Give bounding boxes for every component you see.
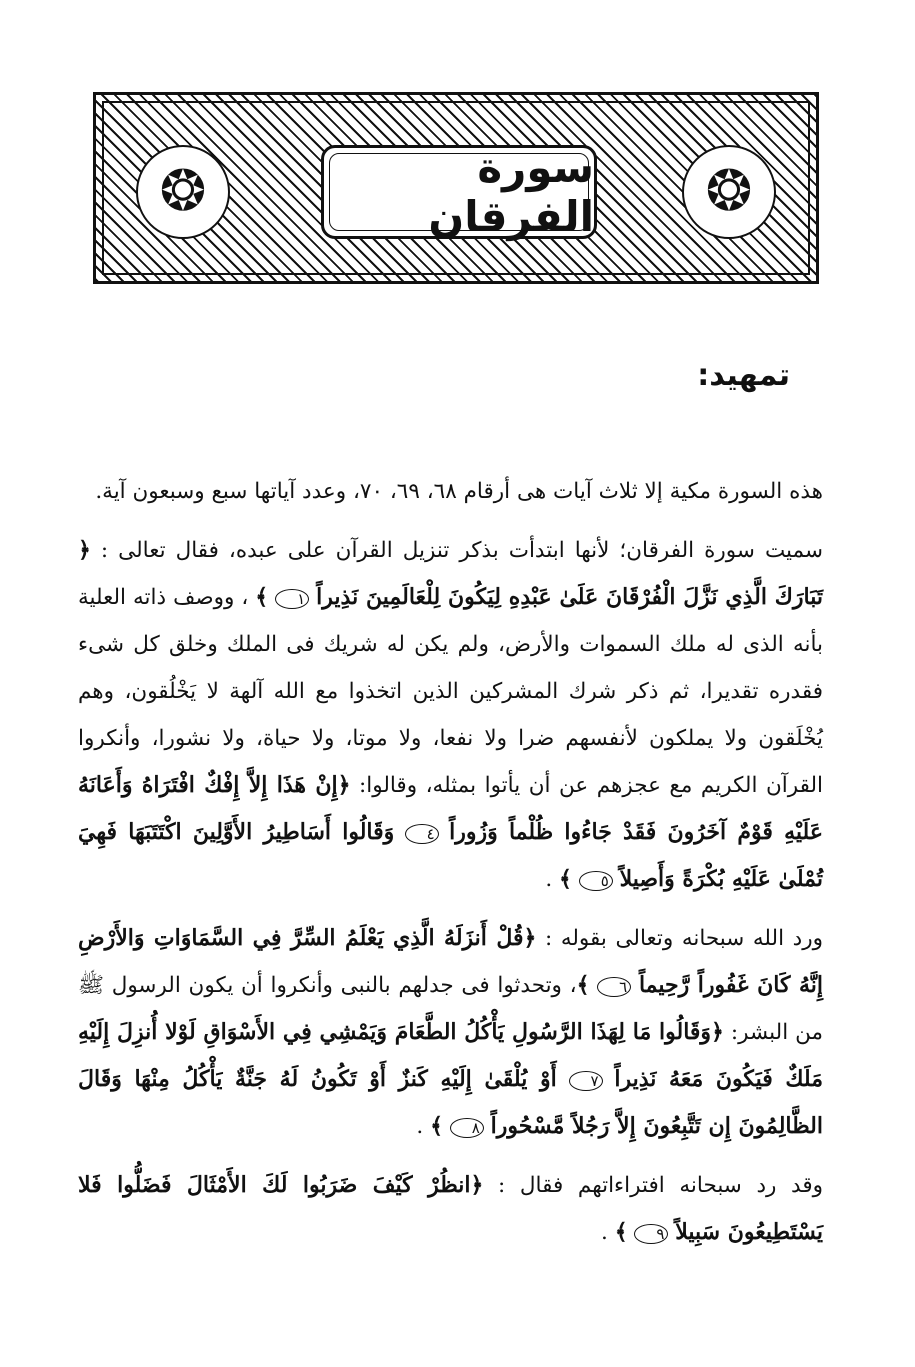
- paragraph-text: هذه السورة مكية إلا ثلاث آيات هى أرقام ٦٨، ٦٩، ٧٠، وعدد آياتها سبع وسبعون آية.: [95, 479, 823, 504]
- quran-verse: إِنْ هَذَا إِلاَّ إِفْكٌ افْتَرَاهُ وَأَعَانَهُ عَلَيْهِ قَوْمٌ آخَرُونَ فَقَدْ جَاءُوا ظُلْماً وَزُوراً: [78, 772, 823, 845]
- quran-verse: أَوْ يُلْقَىٰ إِلَيْهِ كَنزٌ أَوْ تَكُونُ لَهُ جَنَّةٌ يَأْكُلُ مِنْهَا وَقَالَ الظَّالِمُونَ إِن تَتَّبِعُونَ إِلاَّ رَجُلاً مَّسْحُوراً: [78, 1066, 823, 1139]
- ayah-number-badge: ٦: [597, 977, 631, 997]
- quran-verse: تَبَارَكَ الَّذِي نَزَّلَ الْفُرْقَانَ عَلَىٰ عَبْدِهِ لِيَكُونَ لِلْعَالَمِينَ نَذِيراً: [316, 584, 823, 610]
- quran-bracket-open: ﴿: [470, 1172, 484, 1198]
- quran-bracket-open: ﴿: [337, 772, 351, 798]
- ayah-number-badge: ١: [275, 589, 309, 609]
- paragraph-text: .: [416, 1114, 431, 1139]
- surah-header-frame: [93, 92, 819, 284]
- quran-bracket-open: ﴿: [523, 925, 537, 951]
- quran-bracket-close: ﴾: [430, 1113, 443, 1139]
- surah-title-cartouche: [321, 145, 597, 239]
- ayah-number-badge: ٩: [634, 1224, 668, 1244]
- paragraph-text: ورد الله سبحانه وتعالى بقوله :: [536, 926, 823, 951]
- quran-bracket-close: ﴾: [255, 584, 269, 610]
- page-body: [78, 468, 823, 1268]
- quran-verse: قُلْ أَنزَلَهُ الَّذِي يَعْلَمُ السِّرَّ فِي السَّمَاوَاتِ وَالأَرْضِ إِنَّهُ كَانَ غَفُوراً رَّحِيماً: [78, 925, 823, 998]
- surah-title: سورة الفرقان: [428, 143, 594, 241]
- paragraph-3: [78, 915, 823, 1150]
- arabesque-ornament-icon: ❂: [136, 145, 230, 239]
- paragraph-text: ، وتحدثوا فى جدلهم بالنبى وأنكروا أن يكون الرسول ﷺ من البشر:: [78, 973, 823, 1045]
- quran-verse: وَقَالُوا مَا لِهَذَا الرَّسُولِ يَأْكُلُ الطَّعَامَ وَيَمْشِي فِي الأَسْوَاقِ لَوْلا أُنزِلَ إِلَيْهِ مَلَكٌ فَيَكُونَ مَعَهُ نَذِيراً: [78, 1019, 823, 1092]
- quran-bracket-open: ﴿: [78, 537, 91, 563]
- paragraph-text: ، ووصف ذاته العلية بأنه الذى له ملك السموات والأرض، ولم يكن له شريك فى الملك وخلق كل شىء فقدره تقديرا، ثم ذكر شرك المشركين الذين اتخذوا مع الله آلهة لا يَخْلُقون، وهم يُخْلَقون ولا يملكون لأنفسهم ضرا ولا نفعا، ولا موتا، ولا حياة، ولا نشورا، وأنكروا القرآن الكريم مع عجزهم عن أن يأتوا بمثله، وقالوا:: [78, 585, 824, 798]
- quran-bracket-open: ﴿: [711, 1019, 724, 1045]
- ayah-number-badge: ٥: [579, 871, 613, 891]
- quran-bracket-close: ﴾: [614, 1219, 628, 1245]
- section-heading: تمهيد:: [697, 358, 790, 393]
- ayah-number-badge: ٧: [569, 1071, 603, 1091]
- paragraph-text: .: [545, 867, 560, 892]
- paragraph-1: [78, 468, 823, 515]
- quran-bracket-close: ﴾: [576, 972, 590, 998]
- paragraph-4: [78, 1162, 823, 1256]
- ayah-number-badge: ٤: [405, 824, 439, 844]
- arabesque-ornament-icon: ❂: [682, 145, 776, 239]
- paragraph-text: .: [601, 1220, 615, 1245]
- ayah-number-badge: ٨: [450, 1118, 484, 1138]
- quran-verse: وَقَالُوا أَسَاطِيرُ الأَوَّلِينَ اكْتَتَبَهَا فَهِيَ تُمْلَىٰ عَلَيْهِ بُكْرَةً وَأَصِيلاً: [78, 819, 823, 892]
- paragraph-2: [78, 527, 823, 903]
- paragraph-text: سميت سورة الفرقان؛ لأنها ابتدأت بذكر تنزيل القرآن على عبده، فقال تعالى :: [90, 538, 823, 563]
- quran-verse: انظُرْ كَيْفَ ضَرَبُوا لَكَ الأَمْثَالَ فَضَلُّوا فَلا يَسْتَطِيعُونَ سَبِيلاً: [78, 1172, 823, 1245]
- quran-bracket-close: ﴾: [559, 866, 572, 892]
- paragraph-text: وقد رد سبحانه افتراءاتهم فقال :: [483, 1173, 823, 1198]
